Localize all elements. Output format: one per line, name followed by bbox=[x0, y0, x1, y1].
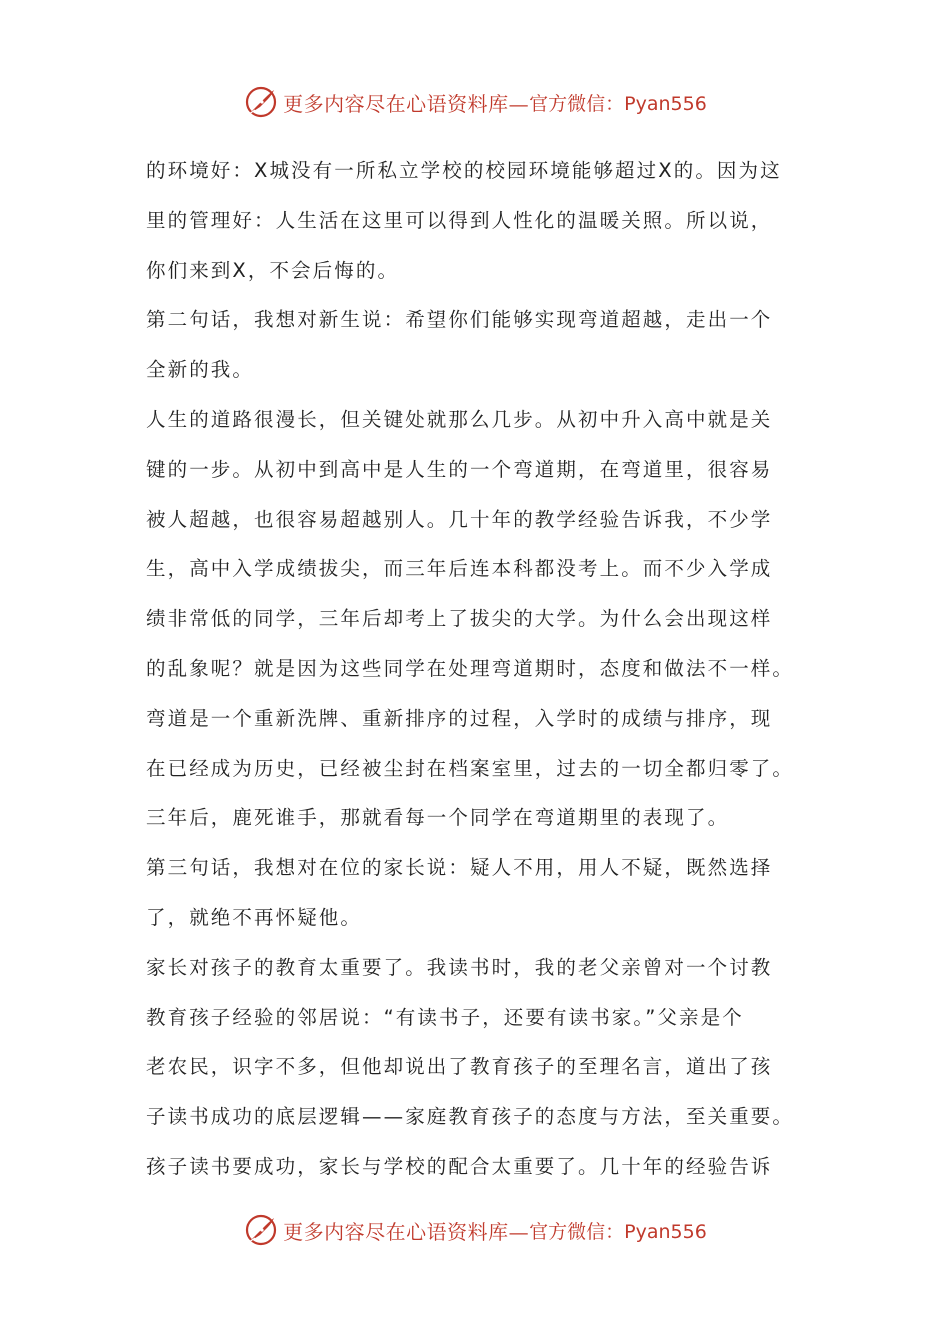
pen-nib-logo-icon bbox=[243, 84, 279, 120]
body-line: 在已经成为历史，已经被尘封在档案室里，过去的一切全都归零了。 bbox=[146, 756, 795, 780]
body-line: 教育孩子经验的邻居说：“有读书子，还要有读书家。”父亲是个 bbox=[146, 1005, 744, 1029]
body-line: 了，就绝不再怀疑他。 bbox=[146, 905, 363, 929]
body-line: 人生的道路很漫长，但关键处就那么几步。从初中升入高中就是关 bbox=[146, 407, 773, 431]
body-line: 键的一步。从初中到高中是人生的一个弯道期，在弯道里，很容易 bbox=[146, 457, 773, 481]
body-line: 的乱象呢？就是因为这些同学在处理弯道期时，态度和做法不一样。 bbox=[146, 656, 795, 680]
body-line: 子读书成功的底层逻辑——家庭教育孩子的态度与方法，至关重要。 bbox=[146, 1105, 795, 1129]
body-line: 生，高中入学成绩拔尖，而三年后连本科都没考上。而不少入学成 bbox=[146, 557, 773, 581]
footer-banner bbox=[0, 1208, 950, 1252]
body-line: 第二句话，我想对新生说：希望你们能够实现弯道超越，走出一个 bbox=[146, 308, 773, 332]
banner-contact-text: 官方微信：Pyan556 bbox=[529, 1220, 707, 1243]
body-line: 三年后，鹿死谁手，那就看每一个同学在弯道期里的表现了。 bbox=[146, 806, 730, 830]
body-line: 被人超越，也很容易超越别人。几十年的教学经验告诉我，不少学 bbox=[146, 507, 773, 531]
banner-brand-text: 更多内容尽在心语资料库— bbox=[283, 91, 530, 116]
document-body bbox=[146, 146, 816, 1192]
body-line: 家长对孩子的教育太重要了。我读书时，我的老父亲曾对一个讨教 bbox=[146, 955, 773, 979]
body-line: 全新的我。 bbox=[146, 358, 255, 382]
body-line: 你们来到X，不会后悔的。 bbox=[146, 258, 400, 282]
pen-nib-logo-icon bbox=[243, 1212, 279, 1248]
banner-brand-text: 更多内容尽在心语资料库— bbox=[283, 1219, 530, 1244]
body-line: 绩非常低的同学，三年后却考上了拔尖的大学。为什么会出现这样 bbox=[146, 607, 773, 631]
body-line: 的环境好：X城没有一所私立学校的校园环境能够超过X的。因为这 bbox=[146, 159, 782, 182]
body-line: 弯道是一个重新洗牌、重新排序的过程，入学时的成绩与排序，现 bbox=[146, 706, 773, 730]
body-line: 里的管理好：人生活在这里可以得到人性化的温暖关照。所以说， bbox=[146, 208, 773, 232]
banner-contact-text: 官方微信：Pyan556 bbox=[529, 92, 707, 115]
body-line: 老农民，识字不多，但他却说出了教育孩子的至理名言，道出了孩 bbox=[146, 1055, 773, 1079]
body-line: 第三句话，我想对在位的家长说：疑人不用，用人不疑，既然选择 bbox=[146, 856, 773, 880]
body-line: 孩子读书要成功，家长与学校的配合太重要了。几十年的经验告诉 bbox=[146, 1154, 773, 1178]
header-banner bbox=[0, 80, 950, 124]
